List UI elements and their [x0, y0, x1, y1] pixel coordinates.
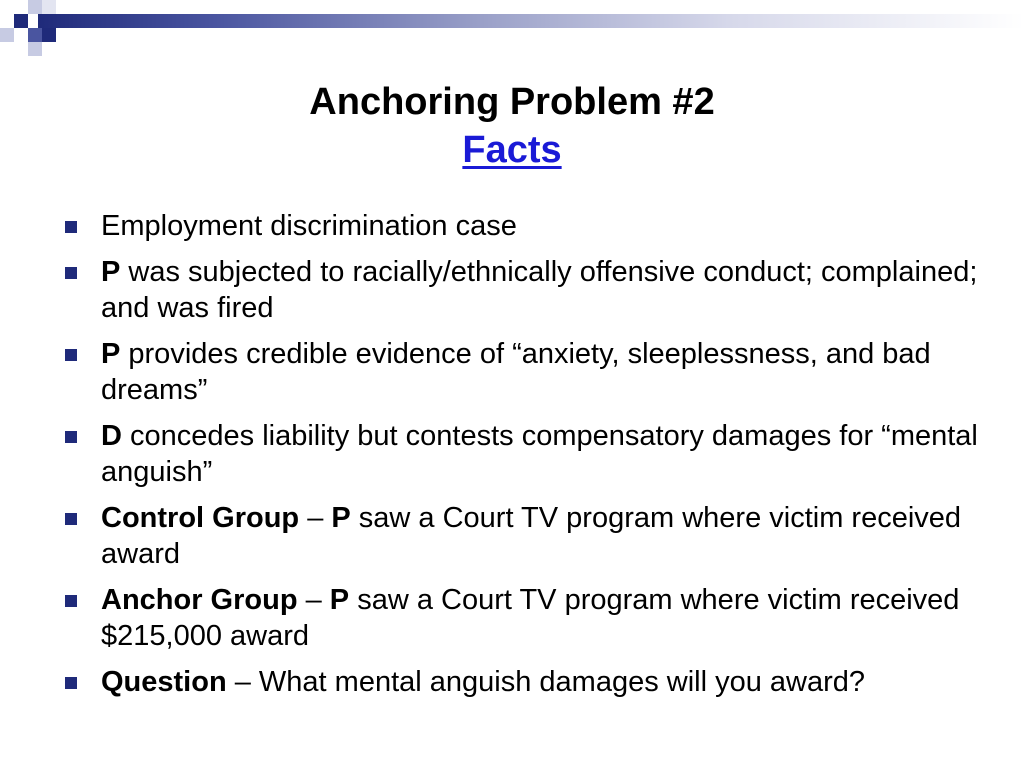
bullet-text: provides credible evidence of “anxiety, sleeplessness, and bad dreams” [101, 338, 931, 406]
bullet-lead-bold: P [101, 256, 121, 288]
bullet-separator: – [299, 502, 332, 534]
bullet-lead-bold: D [101, 420, 122, 452]
header-gradient-bar [38, 14, 1024, 28]
bullet-item-5 [62, 500, 982, 572]
corner-square-dark-1 [14, 14, 28, 28]
bullet-lead-bold: Anchor Group [101, 584, 298, 616]
bullet-item-6 [62, 582, 982, 654]
square-bullet-icon [65, 431, 77, 443]
bullet-item-1 [62, 208, 982, 244]
square-bullet-icon [65, 595, 77, 607]
bullet-text: concedes liability but contests compensatory damages for “mental anguish” [101, 420, 978, 488]
bullet-text: Employment discrimination case [101, 210, 517, 242]
bullet-separator: – [226, 666, 259, 698]
bullet-lead-bold: Control Group [101, 502, 300, 534]
corner-square-light-3 [42, 0, 56, 14]
bullet-text: saw a Court TV program where victim received $215,000 award [101, 584, 960, 652]
square-bullet-icon [65, 513, 77, 525]
corner-square-light-2 [0, 28, 14, 42]
corner-square-dark-3 [42, 28, 56, 42]
corner-square-dark-2 [28, 28, 42, 42]
slide-subtitle: Facts [462, 129, 562, 171]
bullet-item-4 [62, 418, 982, 490]
corner-square-light-1 [28, 0, 42, 14]
square-bullet-icon [65, 221, 77, 233]
bullet-item-3 [62, 336, 982, 408]
bullet-text: was subjected to racially/ethnically offensive conduct; complained; and was fired [101, 256, 978, 324]
bullet-second-bold: P [331, 502, 351, 534]
bullet-item-7 [62, 664, 982, 700]
bullet-text: What mental anguish damages will you award? [258, 666, 866, 698]
bullet-text: saw a Court TV program where victim received award [101, 502, 962, 570]
square-bullet-icon [65, 349, 77, 361]
bullet-lead-bold: Question [101, 666, 227, 698]
bullet-lead-bold: P [101, 338, 121, 370]
corner-square-light-4 [28, 42, 42, 56]
title-block [0, 78, 1024, 174]
slide-title: Anchoring Problem #2 [309, 81, 715, 123]
bullet-item-2 [62, 254, 982, 326]
bullet-separator: – [297, 584, 330, 616]
bullet-second-bold: P [329, 584, 350, 616]
square-bullet-icon [65, 267, 77, 279]
bullet-list [62, 208, 982, 710]
square-bullet-icon [65, 677, 77, 689]
